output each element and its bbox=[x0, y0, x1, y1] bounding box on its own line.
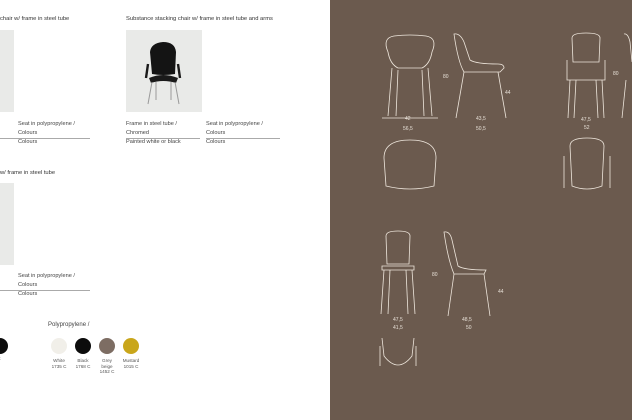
divider bbox=[0, 138, 90, 139]
swatch-white bbox=[51, 338, 67, 354]
swatch-label-mustard: Mustard 1015 C bbox=[122, 358, 140, 369]
product-title-stacking-arms: Substance stacking chair w/ frame in steel tube and arms bbox=[126, 16, 273, 22]
product-title-chair: chair w/ frame in steel tube bbox=[0, 16, 70, 22]
dim-armchair-d1: 43,5 bbox=[476, 116, 486, 122]
technical-drawings-panel bbox=[330, 0, 632, 420]
seat-label: Seat in polypropylene / bbox=[206, 121, 263, 127]
dim-side-chair-height: 80 bbox=[432, 272, 438, 278]
colours-label: Colours bbox=[18, 291, 38, 297]
colours-label: Colours bbox=[18, 282, 38, 288]
chromed-label: Chromed bbox=[126, 130, 150, 136]
painted-label: Painted white or black bbox=[126, 139, 181, 145]
armchair-top-drawing bbox=[378, 138, 442, 194]
side-chair-side-drawing bbox=[440, 230, 494, 318]
side-chair-top-drawing bbox=[378, 336, 418, 376]
dim-armchair-height: 80 bbox=[443, 74, 449, 80]
dim-armchair-w2: 56,5 bbox=[403, 126, 413, 132]
dim-stacker-w2: 52 bbox=[584, 125, 590, 131]
swatch-mustard bbox=[123, 338, 139, 354]
armchair-front-drawing bbox=[378, 32, 442, 122]
seat-label: Seat in polypropylene / bbox=[18, 121, 75, 127]
dim-armchair-w1: 42 bbox=[405, 116, 411, 122]
chair-photo-stacking-arms bbox=[126, 30, 202, 112]
dim-armchair-d2: 50,5 bbox=[476, 126, 486, 132]
swatch-label-grey-beige: Grey beige 1452 C bbox=[99, 358, 115, 375]
stacker-arms-front-drawing bbox=[564, 32, 608, 122]
colours-label: Colours bbox=[18, 139, 38, 145]
dim-side-chair-d2: 50 bbox=[466, 325, 472, 331]
dim-stacker-w1: 47,5 bbox=[581, 117, 591, 123]
swatch-label-white: White 1735 C bbox=[51, 358, 67, 369]
dim-side-chair-w2: 41,5 bbox=[393, 325, 403, 331]
dim-side-chair-w1: 47,5 bbox=[393, 317, 403, 323]
swatch-label-black: Black 1768 C bbox=[75, 358, 91, 369]
chair-image bbox=[126, 30, 202, 112]
colours-label: Colours bbox=[206, 139, 226, 145]
dim-side-chair-d1: 48,5 bbox=[462, 317, 472, 323]
chair-photo-partial bbox=[0, 30, 14, 112]
dim-side-chair-seat: 44 bbox=[498, 289, 504, 295]
frame-label: Frame in steel tube / bbox=[126, 121, 177, 127]
swatch-grey-beige bbox=[99, 338, 115, 354]
dim-stacker-height: 80 bbox=[613, 71, 619, 77]
stacker-arms-top-drawing bbox=[562, 136, 612, 194]
armchair-side-drawing bbox=[450, 32, 514, 122]
colours-label: Colours bbox=[18, 130, 38, 136]
swatch-black bbox=[75, 338, 91, 354]
chair-photo-partial bbox=[0, 183, 14, 265]
seat-label: Seat in polypropylene / bbox=[18, 273, 75, 279]
stacker-arms-side-drawing-partial bbox=[620, 32, 632, 122]
product-title-side-chair: w/ frame in steel tube bbox=[0, 170, 56, 176]
swatch-black-partial bbox=[0, 338, 8, 354]
colours-label: Colours bbox=[206, 130, 226, 136]
swatch-label bbox=[0, 356, 6, 367]
palette-title: Polypropylene / bbox=[48, 322, 90, 328]
dim-armchair-seat: 44 bbox=[505, 90, 511, 96]
side-chair-front-drawing bbox=[378, 230, 418, 318]
divider bbox=[0, 290, 90, 291]
